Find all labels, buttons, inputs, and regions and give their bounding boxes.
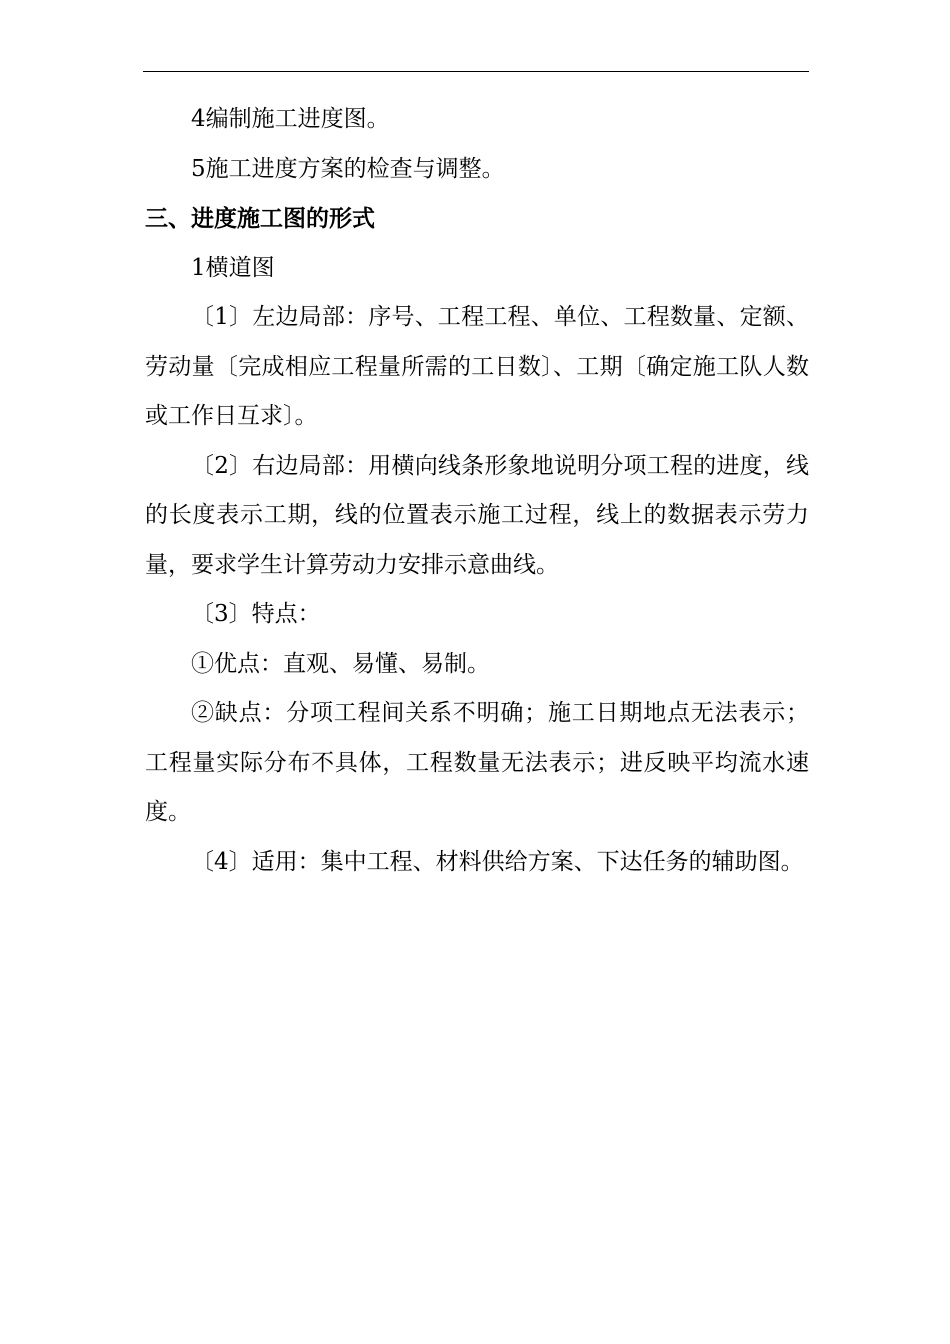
paragraph-step-5: 5施工进度方案的检查与调整。: [191, 155, 505, 182]
paragraph-disadvantages: ②缺点：分项工程间关系不明确；施工日期地点无法表示；工程量实际分布不具体，工程数量无法表示；进反映平均流水速度。: [145, 700, 809, 825]
section-heading: 三、进度施工图的形式: [145, 205, 375, 232]
header-rule: [143, 71, 809, 72]
paragraph-point-4: 〔4〕适用：集中工程、材料供给方案、下达任务的辅助图。: [191, 848, 804, 875]
paragraph-advantages: ①优点：直观、易懂、易制。: [191, 650, 490, 677]
subsection-title: 1横道图: [191, 254, 275, 281]
document-body: [145, 95, 809, 887]
paragraph-step-4: 4编制施工进度图。: [191, 106, 390, 132]
paragraph-point-3: 〔3〕特点：: [191, 601, 321, 627]
paragraph-point-1: 〔1〕左边局部：序号、工程工程、单位、工程数量、定额、劳动量〔完成相应工程量所需的工日数〕、工期〔确定施工队人数或工作日互求〕。: [145, 304, 809, 429]
paragraph-point-2: 〔2〕右边局部：用横向线条形象地说明分项工程的进度，线的长度表示工期，线的位置表示施工过程，线上的数据表示劳力量，要求学生计算劳动力安排示意曲线。: [145, 452, 809, 578]
